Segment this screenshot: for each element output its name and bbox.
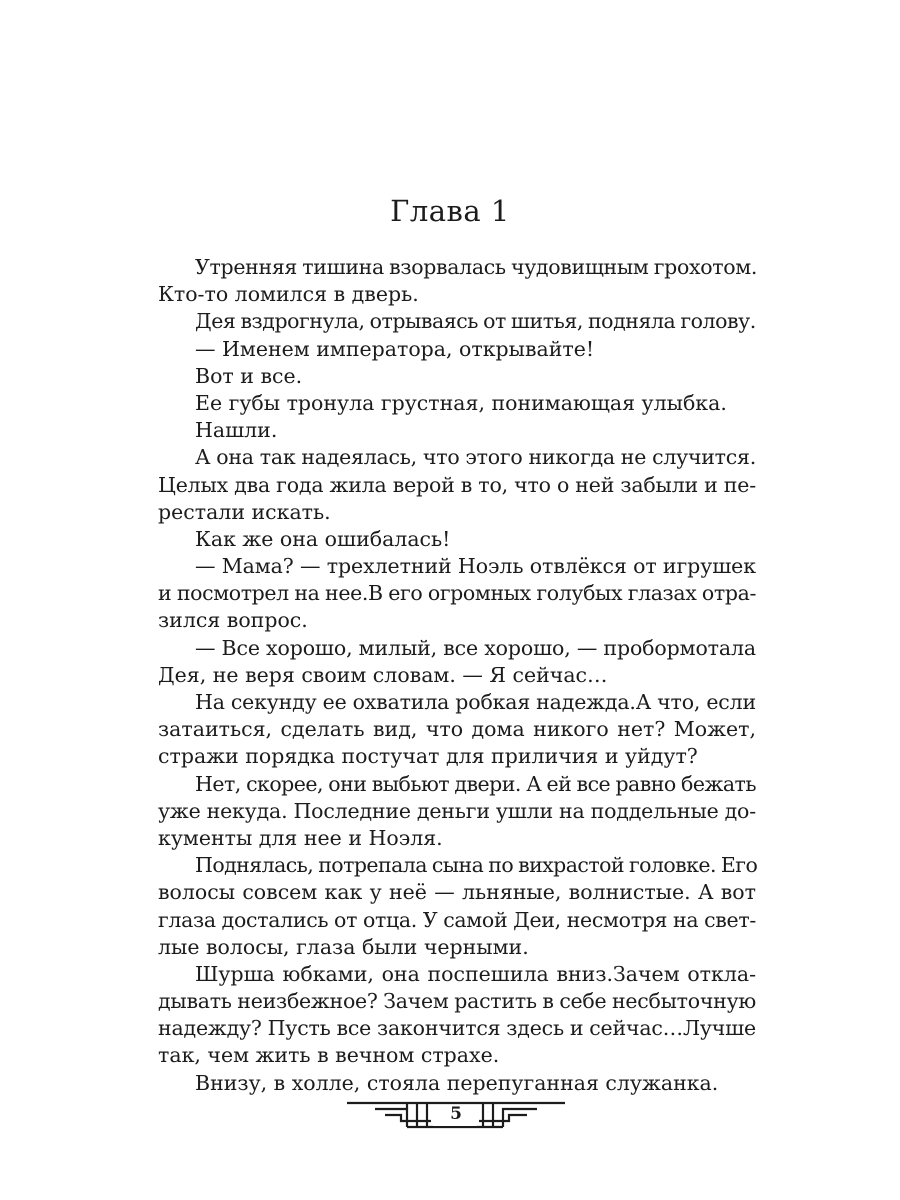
text-line: Ее губы тронула грустная, понимающая улыбка. bbox=[195, 390, 727, 415]
text-line: — Мама? — трехлетний Ноэль отвлёкся от игрушек bbox=[195, 554, 756, 579]
text-line: Поднялась, потрепала сына по вихрастой головке. Его bbox=[195, 853, 758, 878]
text-line: — Именем императора, открывайте! bbox=[195, 336, 595, 361]
page-footer bbox=[345, 1098, 567, 1132]
text-line: Целых два года жила верой в то, что о ней забыли и пе- bbox=[158, 472, 756, 497]
text-line: волосы совсем как у неё — льняные, волнистые. А вот bbox=[158, 880, 756, 905]
text-line: Дея, не веря своим словам. — Я сейчас… bbox=[158, 662, 608, 687]
text-line: Нашли. bbox=[195, 418, 278, 443]
text-line: так, чем жить в вечном страхе. bbox=[158, 1043, 500, 1068]
text-line: Внизу, в холле, стояла перепуганная служанка. bbox=[195, 1070, 719, 1095]
text-line: дывать неизбежное? Зачем растить в себе несбыточную bbox=[158, 989, 756, 1014]
text-line: Кто-то ломился в дверь. bbox=[158, 282, 419, 307]
text-line: — Все хорошо, милый, все хорошо, — пробормотала bbox=[195, 635, 756, 660]
text-line: Как же она ошибалась! bbox=[195, 526, 451, 551]
text-line: затаиться, сделать вид, что дома никого нет? Может, bbox=[158, 717, 756, 742]
text-line: и посмотрел на нее.В его огромных голубых глазах отра- bbox=[158, 581, 756, 606]
text-line: Дея вздрогнула, отрываясь от шитья, подняла голову. bbox=[195, 309, 756, 334]
text-line: надежду? Пусть все закончится здесь и сейчас…Лучше bbox=[158, 1016, 756, 1041]
text-line: Утренняя тишина взорвалась чудовищным грохотом. bbox=[195, 255, 758, 279]
body-text bbox=[158, 254, 756, 1097]
text-line: стражи порядка постучат для приличия и уйдут? bbox=[158, 744, 698, 769]
text-line: кументы для нее и Ноэля. bbox=[158, 825, 443, 850]
text-line: лые волосы, глаза были черными. bbox=[158, 934, 529, 959]
text-line: А она так надеялась, что этого никогда не случится. bbox=[195, 445, 756, 470]
text-line: уже некуда. Последние деньги ушли на поддельные до- bbox=[158, 798, 756, 823]
text-line: рестали искать. bbox=[158, 499, 331, 524]
chapter-title: Глава 1 bbox=[390, 194, 510, 228]
text-line: Шурша юбками, она поспешила вниз.Зачем откла- bbox=[195, 961, 756, 986]
text-line: Вот и все. bbox=[195, 363, 303, 388]
text-line: Нет, скорее, они выбьют двери. А ей все равно бежать bbox=[195, 771, 756, 796]
page-number: 5 bbox=[450, 1104, 462, 1124]
text-line: зился вопрос. bbox=[158, 608, 308, 633]
text-line: На секунду ее охватила робкая надежда.А что, если bbox=[195, 690, 756, 714]
text-line: глаза достались от отца. У самой Деи, несмотря на свет- bbox=[158, 907, 756, 932]
